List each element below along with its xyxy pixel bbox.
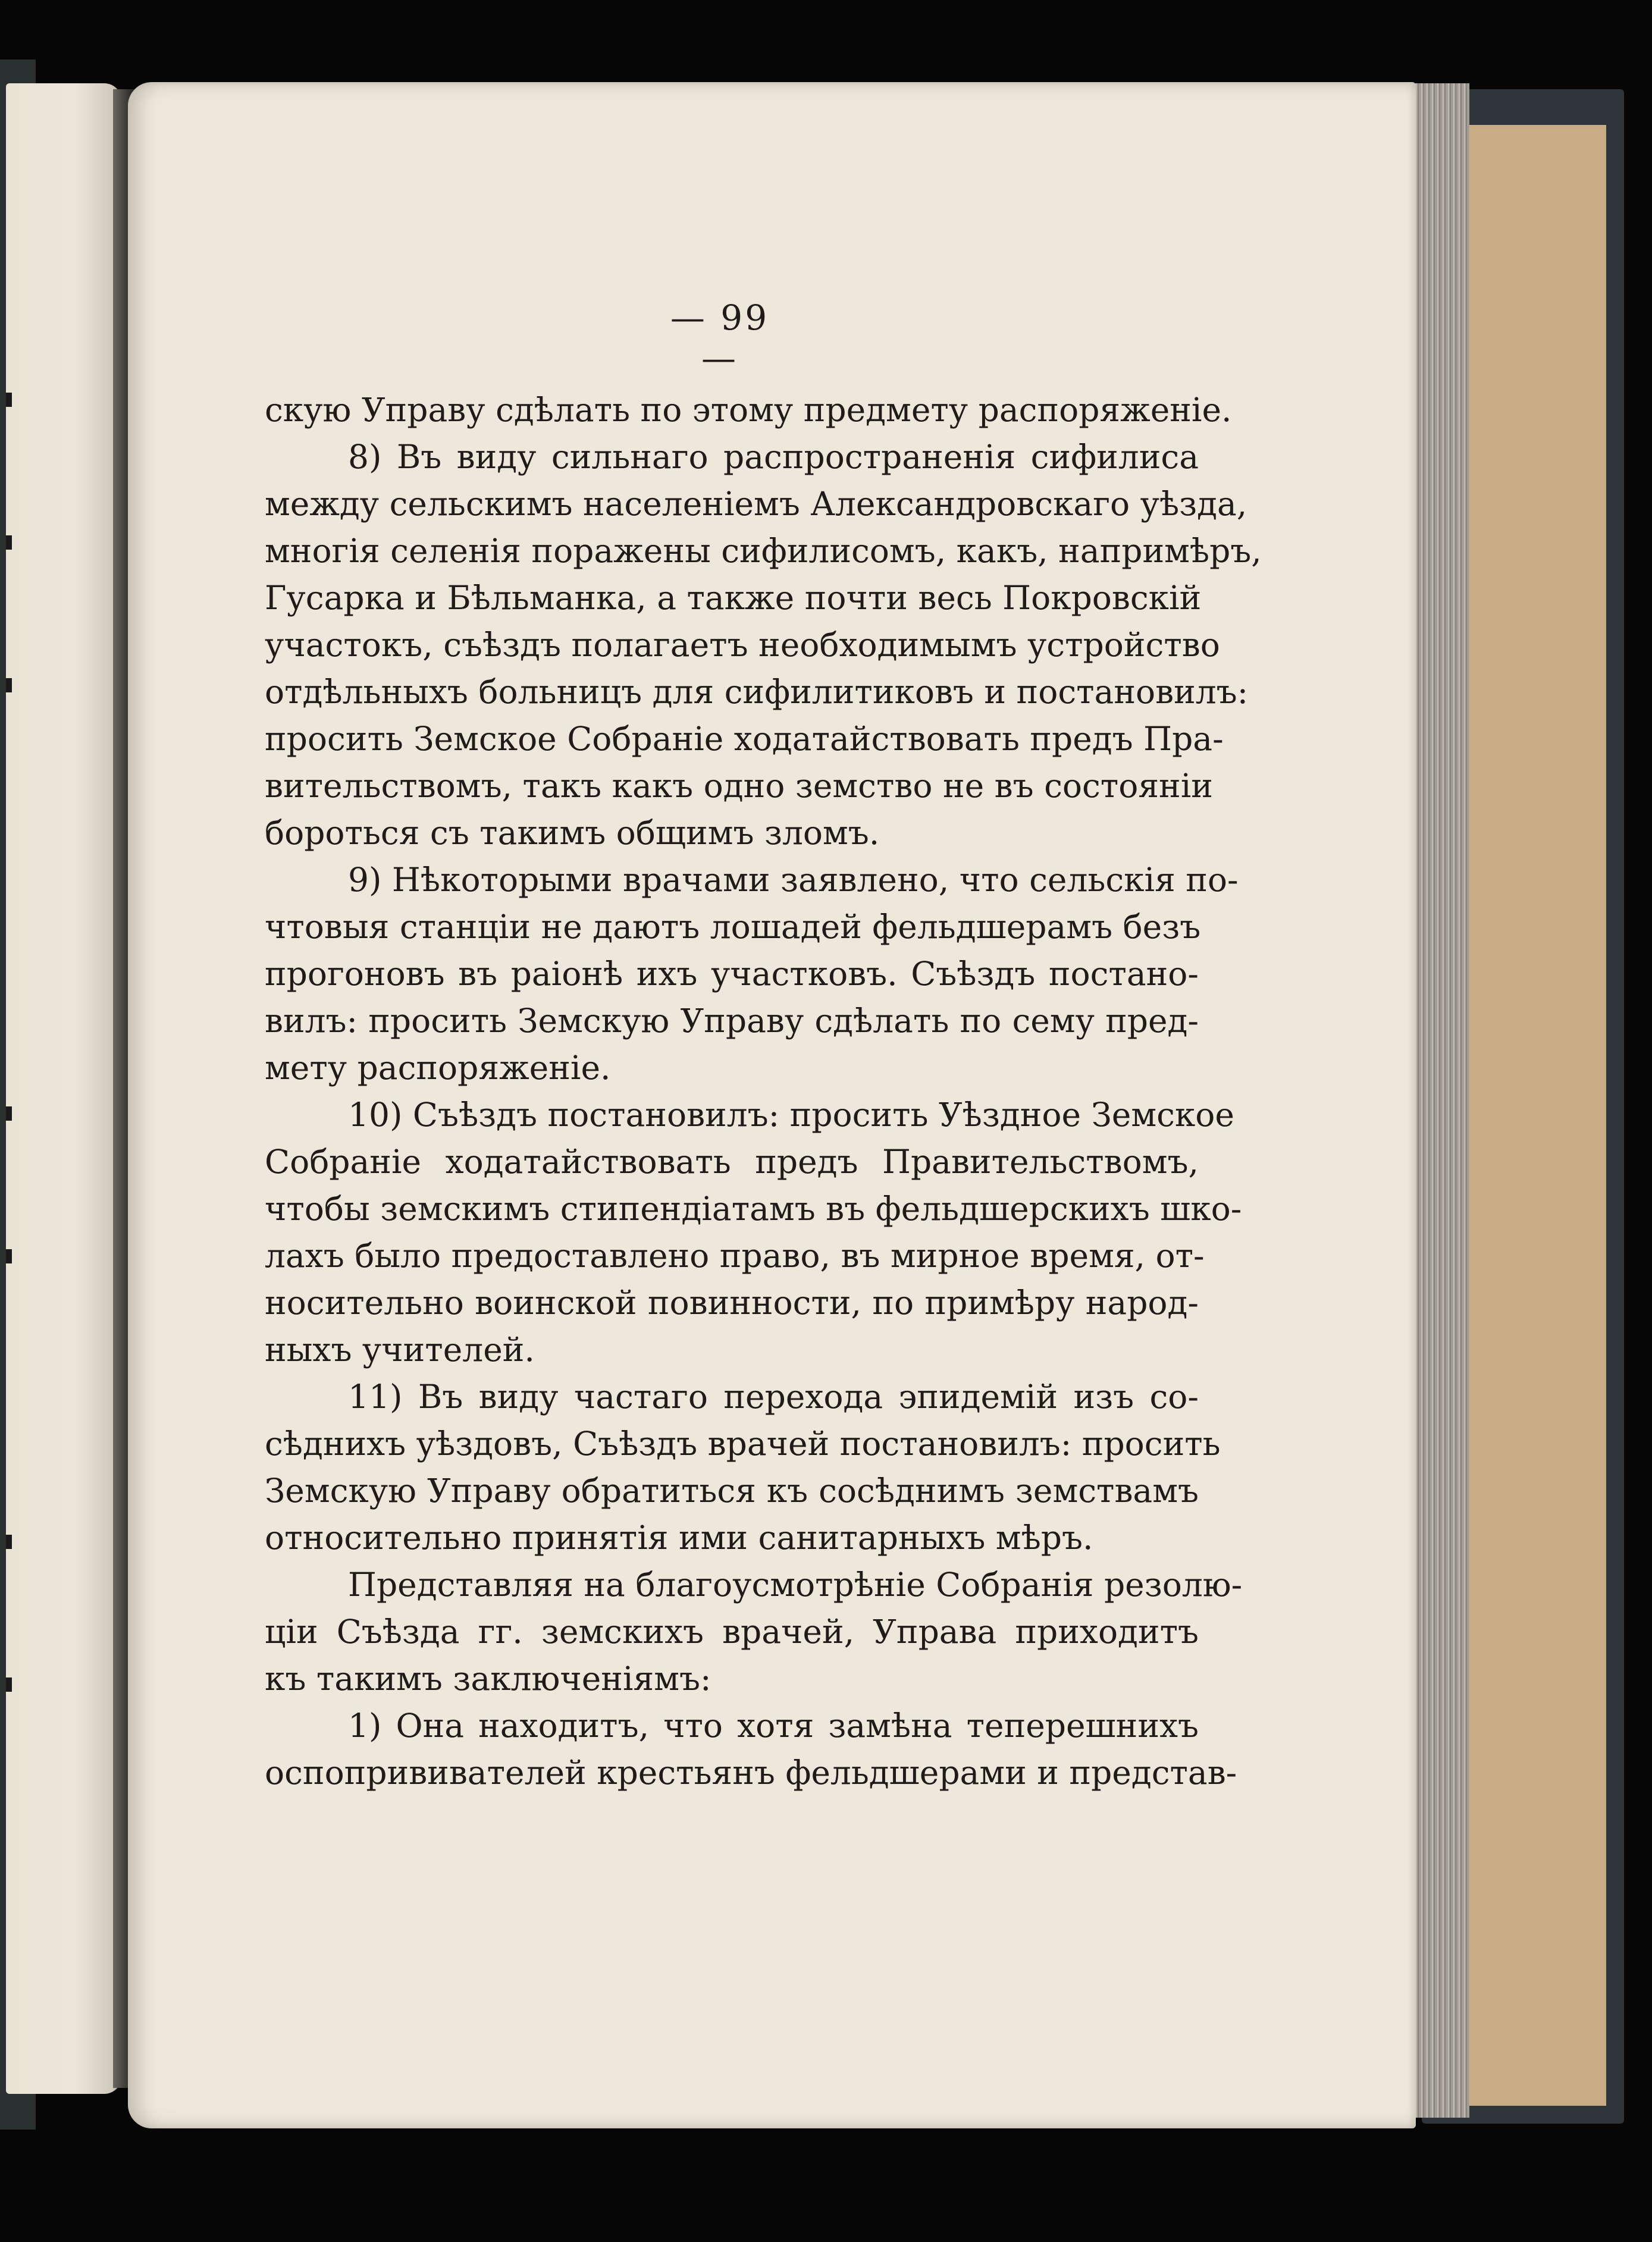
page-mark xyxy=(6,678,12,692)
text-line: носительно воинской повинности, по примѣру народ- xyxy=(265,1284,1199,1322)
previous-page-edge xyxy=(6,83,122,2094)
text-line: бороться съ такимъ общимъ зломъ. xyxy=(265,814,880,852)
text-line: просить Земское Собраніе ходатайствовать предъ Пра- xyxy=(265,720,1224,758)
text-line: 9) Нѣкоторыми врачами заявлено, что сельскія по- xyxy=(348,861,1239,899)
page-number: — 99 — xyxy=(670,297,770,378)
page-mark xyxy=(6,1677,12,1692)
text-line: многія селенія поражены сифилисомъ, какъ, напримѣръ, xyxy=(265,532,1262,570)
text-line: чтобы земскимъ стипендіатамъ въ фельдшерскихъ шко- xyxy=(265,1190,1242,1228)
text-line: Земскую Управу обратиться къ сосѣднимъ земствамъ xyxy=(265,1472,1199,1510)
page-mark xyxy=(6,393,12,407)
back-board xyxy=(1469,125,1606,2106)
text-line: чтовыя станціи не даютъ лошадей фельдшерамъ безъ xyxy=(265,908,1201,946)
text-line: Представляя на благоусмотрѣніе Собранія резолю- xyxy=(348,1566,1243,1604)
text-line: 10) Съѣздъ постановилъ: просить Уѣздное Земское xyxy=(348,1096,1234,1134)
text-line: 1) Она находитъ, что хотя замѣна теперешнихъ xyxy=(348,1707,1199,1745)
text-line: сѣднихъ уѣздовъ, Съѣздъ врачей постановилъ: просить xyxy=(265,1425,1221,1463)
text-line: къ такимъ заключеніямъ: xyxy=(265,1660,711,1698)
text-line: скую Управу сдѣлать по этому предмету распоряженіе. xyxy=(265,391,1232,429)
text-line: прогоновъ въ раіонѣ ихъ участковъ. Съѣздъ постано- xyxy=(265,955,1199,993)
page-mark xyxy=(6,1106,12,1121)
text-line: мету распоряженіе. xyxy=(265,1049,611,1087)
text-line: Гусарка и Бѣльманка, а также почти весь Покровскій xyxy=(265,579,1202,617)
text-line: 11) Въ виду частаго перехода эпидемій изъ со- xyxy=(348,1378,1199,1416)
page-mark xyxy=(6,1535,12,1549)
text-line: вительствомъ, такъ какъ одно земство не въ состояніи xyxy=(265,767,1213,805)
text-line: Собраніе ходатайствовать предъ Правительствомъ, xyxy=(265,1143,1199,1181)
text-line: ныхъ учителей. xyxy=(265,1331,535,1369)
text-line: лахъ было предоставлено право, въ мирное время, от- xyxy=(265,1237,1205,1275)
text-line: участокъ, съѣздъ полагаетъ необходимымъ устройство xyxy=(265,626,1220,664)
text-line: ціи Съѣзда гг. земскихъ врачей, Управа приходитъ xyxy=(265,1613,1199,1651)
text-line: оспопрививателей крестьянъ фельдшерами и представ- xyxy=(265,1754,1237,1792)
text-line: 8) Въ виду сильнаго распространенія сифилиса xyxy=(348,438,1199,476)
text-line: между сельскимъ населеніемъ Александровскаго уѣзда, xyxy=(265,485,1247,523)
page-text xyxy=(265,387,1262,1796)
text-line: относительно принятія ими санитарныхъ мѣръ. xyxy=(265,1519,1093,1557)
text-line: вилъ: просить Земскую Управу сдѣлать по сему пред- xyxy=(265,1002,1199,1040)
page-mark xyxy=(6,535,12,550)
text-line: отдѣльныхъ больницъ для сифилитиковъ и постановилъ: xyxy=(265,673,1249,711)
page-mark xyxy=(6,1249,12,1263)
